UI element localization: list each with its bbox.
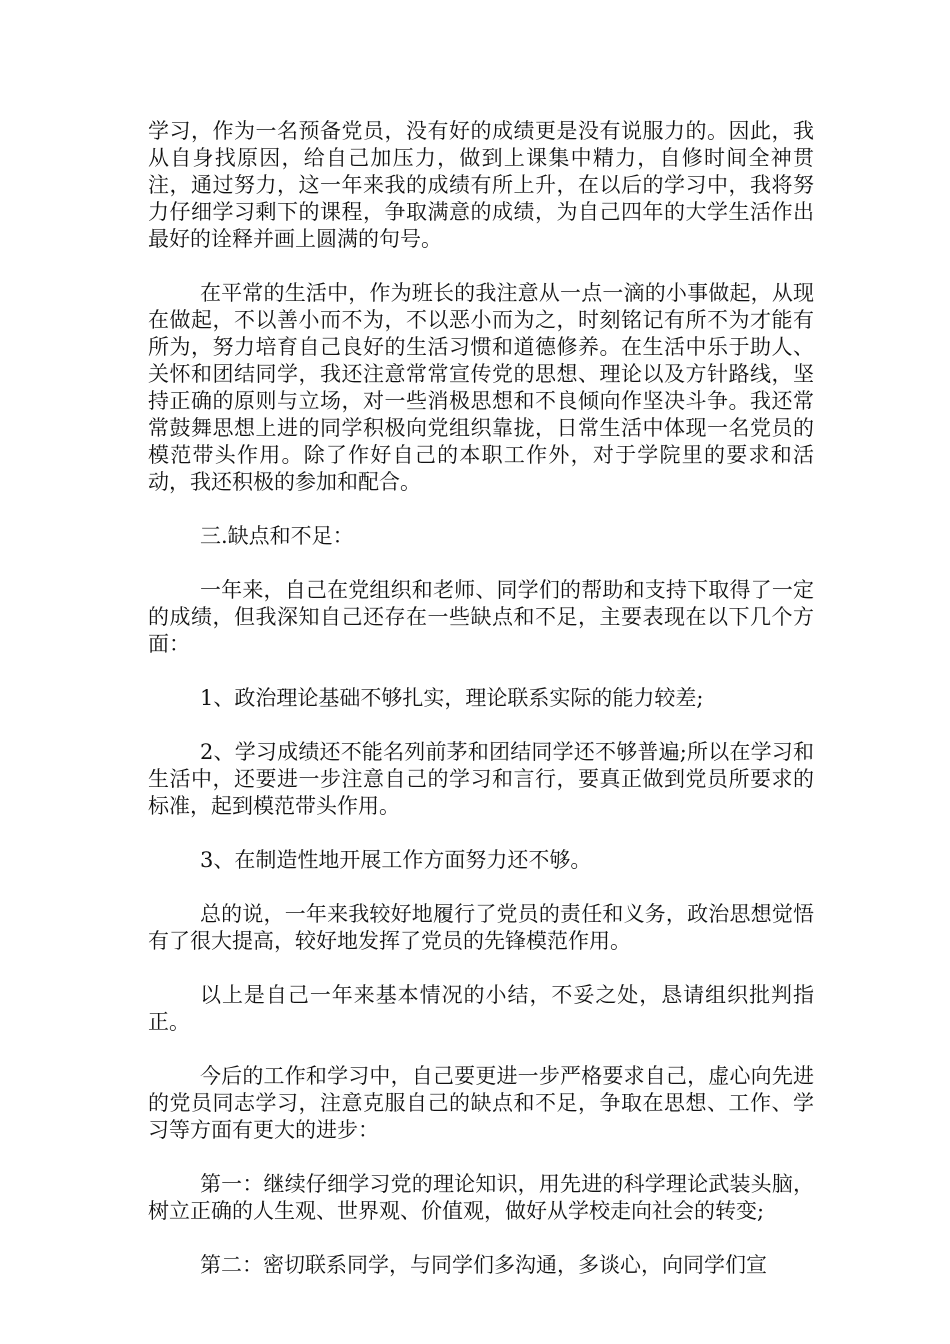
list-item-3: 3、在制造性地开展工作方面努力还不够。 — [200, 848, 592, 872]
plan-item-first: 第一：继续仔细学习党的理论知识，用先进的科学理论武装头脑，树立正确的人生观、世界观、价值观，做好从学校走向社会的转变; — [148, 1172, 814, 1223]
list-item-1: 1、政治理论基础不够扎实，理论联系实际的能力较差; — [200, 686, 704, 710]
paragraph-shortcomings-intro: 一年来，自己在党组织和老师、同学们的帮助和支持下取得了一定的成绩，但我深知自己还存在一些缺点和不足，主要表现在以下几个方面： — [148, 578, 814, 656]
paragraph-summary: 总的说，一年来我较好地履行了党员的责任和义务，政治思想觉悟有了很大提高，较好地发挥了党员的先锋模范作用。 — [148, 902, 814, 953]
document-body — [148, 118, 814, 1306]
paragraph-closing-remark: 以上是自己一年来基本情况的小结，不妥之处，恳请组织批判指正。 — [148, 983, 814, 1034]
paragraph-future-plans: 今后的工作和学习中，自己要更进一步严格要求自己，虚心向先进的党员同志学习，注意克服自己的缺点和不足，争取在思想、工作、学习等方面有更大的进步： — [148, 1064, 814, 1142]
plan-item-second: 第二：密切联系同学，与同学们多沟通，多谈心，向同学们宣 — [200, 1253, 767, 1277]
list-item-2: 2、学习成绩还不能名列前茅和团结同学还不够普遍;所以在学习和生活中，还要进一步注意自己的学习和言行，要真正做到党员所要求的标准，起到模范带头作用。 — [148, 740, 814, 818]
paragraph-study: 学习，作为一名预备党员，没有好的成绩更是没有说服力的。因此，我从自身找原因，给自己加压力，做到上课集中精力，自修时间全神贯注，通过努力，这一年来我的成绩有所上升，在以后的学习中，我将努力仔细学习剩下的课程，争取满意的成绩，为自己四年的大学生活作出最好的诠释并画上圆满的句号。 — [148, 119, 814, 251]
section-heading-shortcomings: 三.缺点和不足： — [200, 524, 354, 548]
paragraph-daily-life: 在平常的生活中，作为班长的我注意从一点一滴的小事做起，从现在做起，不以善小而不为，不以恶小而为之，时刻铭记有所不为才能有所为，努力培育自己良好的生活习惯和道德修养。在生活中乐于助人、关怀和团结同学，我还注意常常宣传党的思想、理论以及方针路线，坚持正确的原则与立场，对一些消极思想和不良倾向作坚决斗争。我还常常鼓舞思想上进的同学积极向党组织靠拢，日常生活中体现一名党员的模范带头作用。除了作好自己的本职工作外，对于学院里的要求和活动，我还积极的参加和配合。 — [148, 281, 814, 494]
